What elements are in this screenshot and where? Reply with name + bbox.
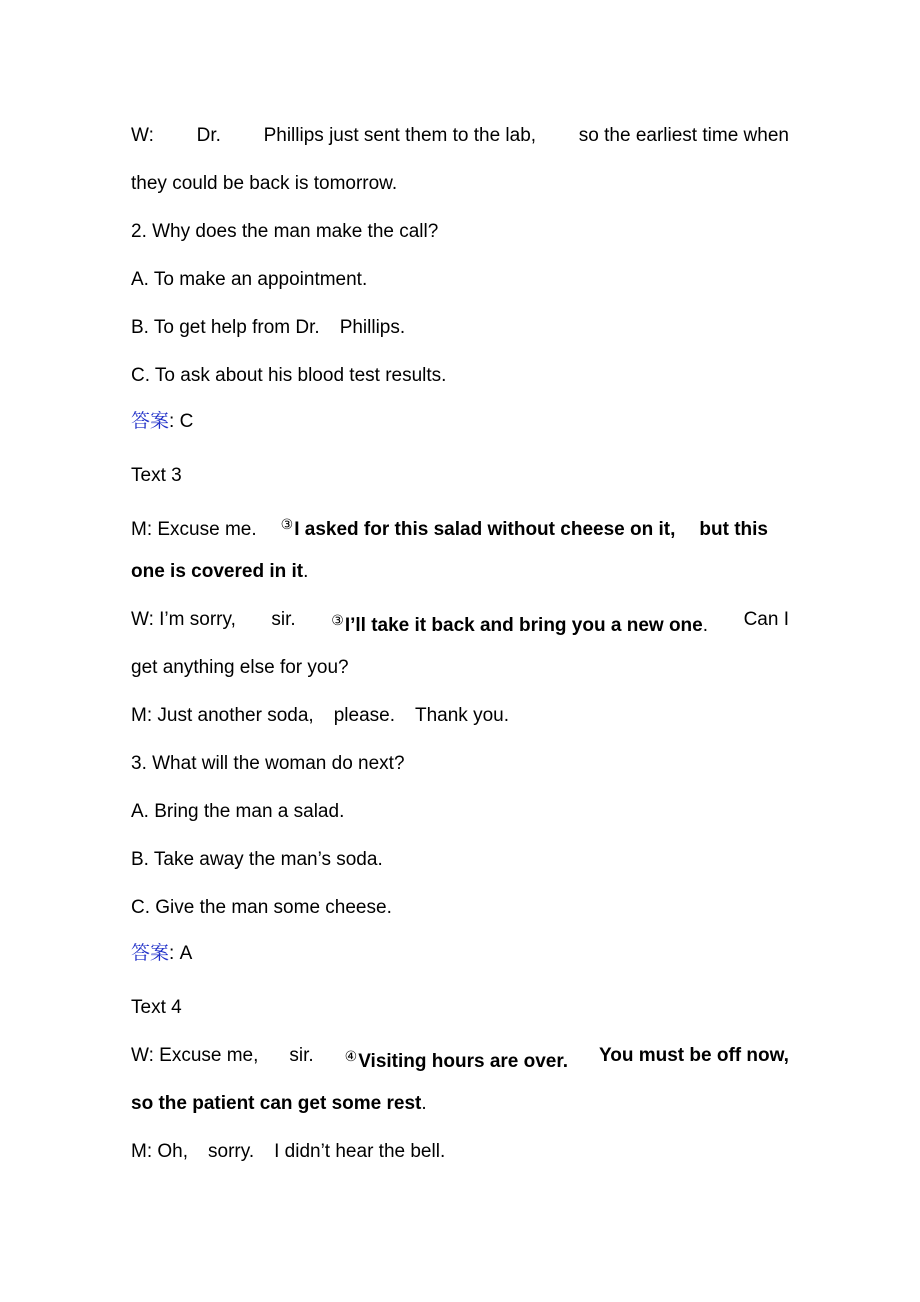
- option-3b: B. Take away the man’s soda.: [131, 849, 383, 870]
- bold-segment: I asked for this salad without cheese on it,: [294, 519, 676, 540]
- text-segment: .: [702, 615, 709, 636]
- answer-value: : C: [169, 411, 194, 432]
- circled-number-mark: ④: [344, 1048, 358, 1064]
- dialogue-line-continuation: [131, 1080, 789, 1128]
- bold-segment: I’ll take it back and bring you a new one: [344, 615, 703, 636]
- text-segment: Phillips just sent them to the lab,: [263, 125, 537, 146]
- text-segment: M: Excuse me.: [131, 519, 257, 540]
- answer-value: : A: [169, 943, 193, 964]
- dialogue-line-m-soda: [131, 692, 789, 740]
- text-segment: sorry.: [208, 1141, 255, 1162]
- text-group: [331, 596, 708, 644]
- text-segment: W: I’m sorry,: [131, 609, 236, 630]
- text-segment: sir.: [271, 609, 296, 630]
- bold-segment: Visiting hours are over.: [358, 1051, 568, 1072]
- text-segment: Can I: [743, 609, 789, 630]
- option-2a: A. To make an appointment.: [131, 269, 368, 290]
- dialogue-line-w-visiting: [131, 1032, 789, 1080]
- bold-segment: but this: [699, 519, 768, 540]
- section-title-text-3: Text 3: [131, 465, 182, 486]
- dialogue-line-continuation: they could be back is tomorrow.: [131, 173, 398, 194]
- dialogue-line-continuation: [131, 548, 789, 596]
- text-segment: B. To get help from Dr.: [131, 317, 320, 338]
- bold-segment: You must be off now,: [598, 1045, 789, 1066]
- bold-segment: one is covered in it: [131, 561, 304, 582]
- question-3: 3. What will the woman do next?: [131, 753, 405, 774]
- bold-segment: so the patient can get some rest: [131, 1093, 422, 1114]
- circled-number-mark: ③: [280, 516, 294, 532]
- text-segment: please.: [333, 705, 395, 726]
- dialogue-line-m-salad: [131, 500, 789, 548]
- text-segment: Thank you.: [415, 705, 509, 726]
- answer-3: [131, 932, 789, 975]
- option-3a: A. Bring the man a salad.: [131, 801, 345, 822]
- option-2b: [131, 304, 789, 352]
- text-segment: I didn’t hear the bell.: [274, 1141, 446, 1162]
- answer-label: 答案: [131, 943, 170, 964]
- document-page: [131, 112, 789, 1176]
- section-title-text-4: Text 4: [131, 997, 182, 1018]
- text-segment: sir.: [289, 1045, 314, 1066]
- question-2: 2. Why does the man make the call?: [131, 221, 439, 242]
- text-segment: W: Excuse me,: [131, 1045, 259, 1066]
- dialogue-line-continuation: get anything else for you?: [131, 657, 349, 678]
- text-segment: Dr.: [196, 125, 221, 146]
- option-3c: C. Give the man some cheese.: [131, 897, 392, 918]
- text-segment: so the earliest time when: [578, 125, 789, 146]
- answer-2: [131, 400, 789, 443]
- text-group: [345, 1032, 568, 1080]
- text-segment: .: [421, 1093, 427, 1114]
- dialogue-line-w-lab: [131, 112, 789, 160]
- circled-number-mark: ③: [331, 612, 344, 628]
- text-segment: M: Just another soda,: [131, 705, 314, 726]
- dialogue-line-m-bell: [131, 1128, 789, 1176]
- text-segment: M: Oh,: [131, 1141, 189, 1162]
- text-segment: .: [303, 561, 309, 582]
- answer-label: 答案: [131, 411, 170, 432]
- dialogue-line-w-sorry: [131, 596, 789, 644]
- text-segment: Phillips.: [339, 317, 406, 338]
- speaker-label: W:: [131, 125, 154, 146]
- option-2c: C. To ask about his blood test results.: [131, 365, 447, 386]
